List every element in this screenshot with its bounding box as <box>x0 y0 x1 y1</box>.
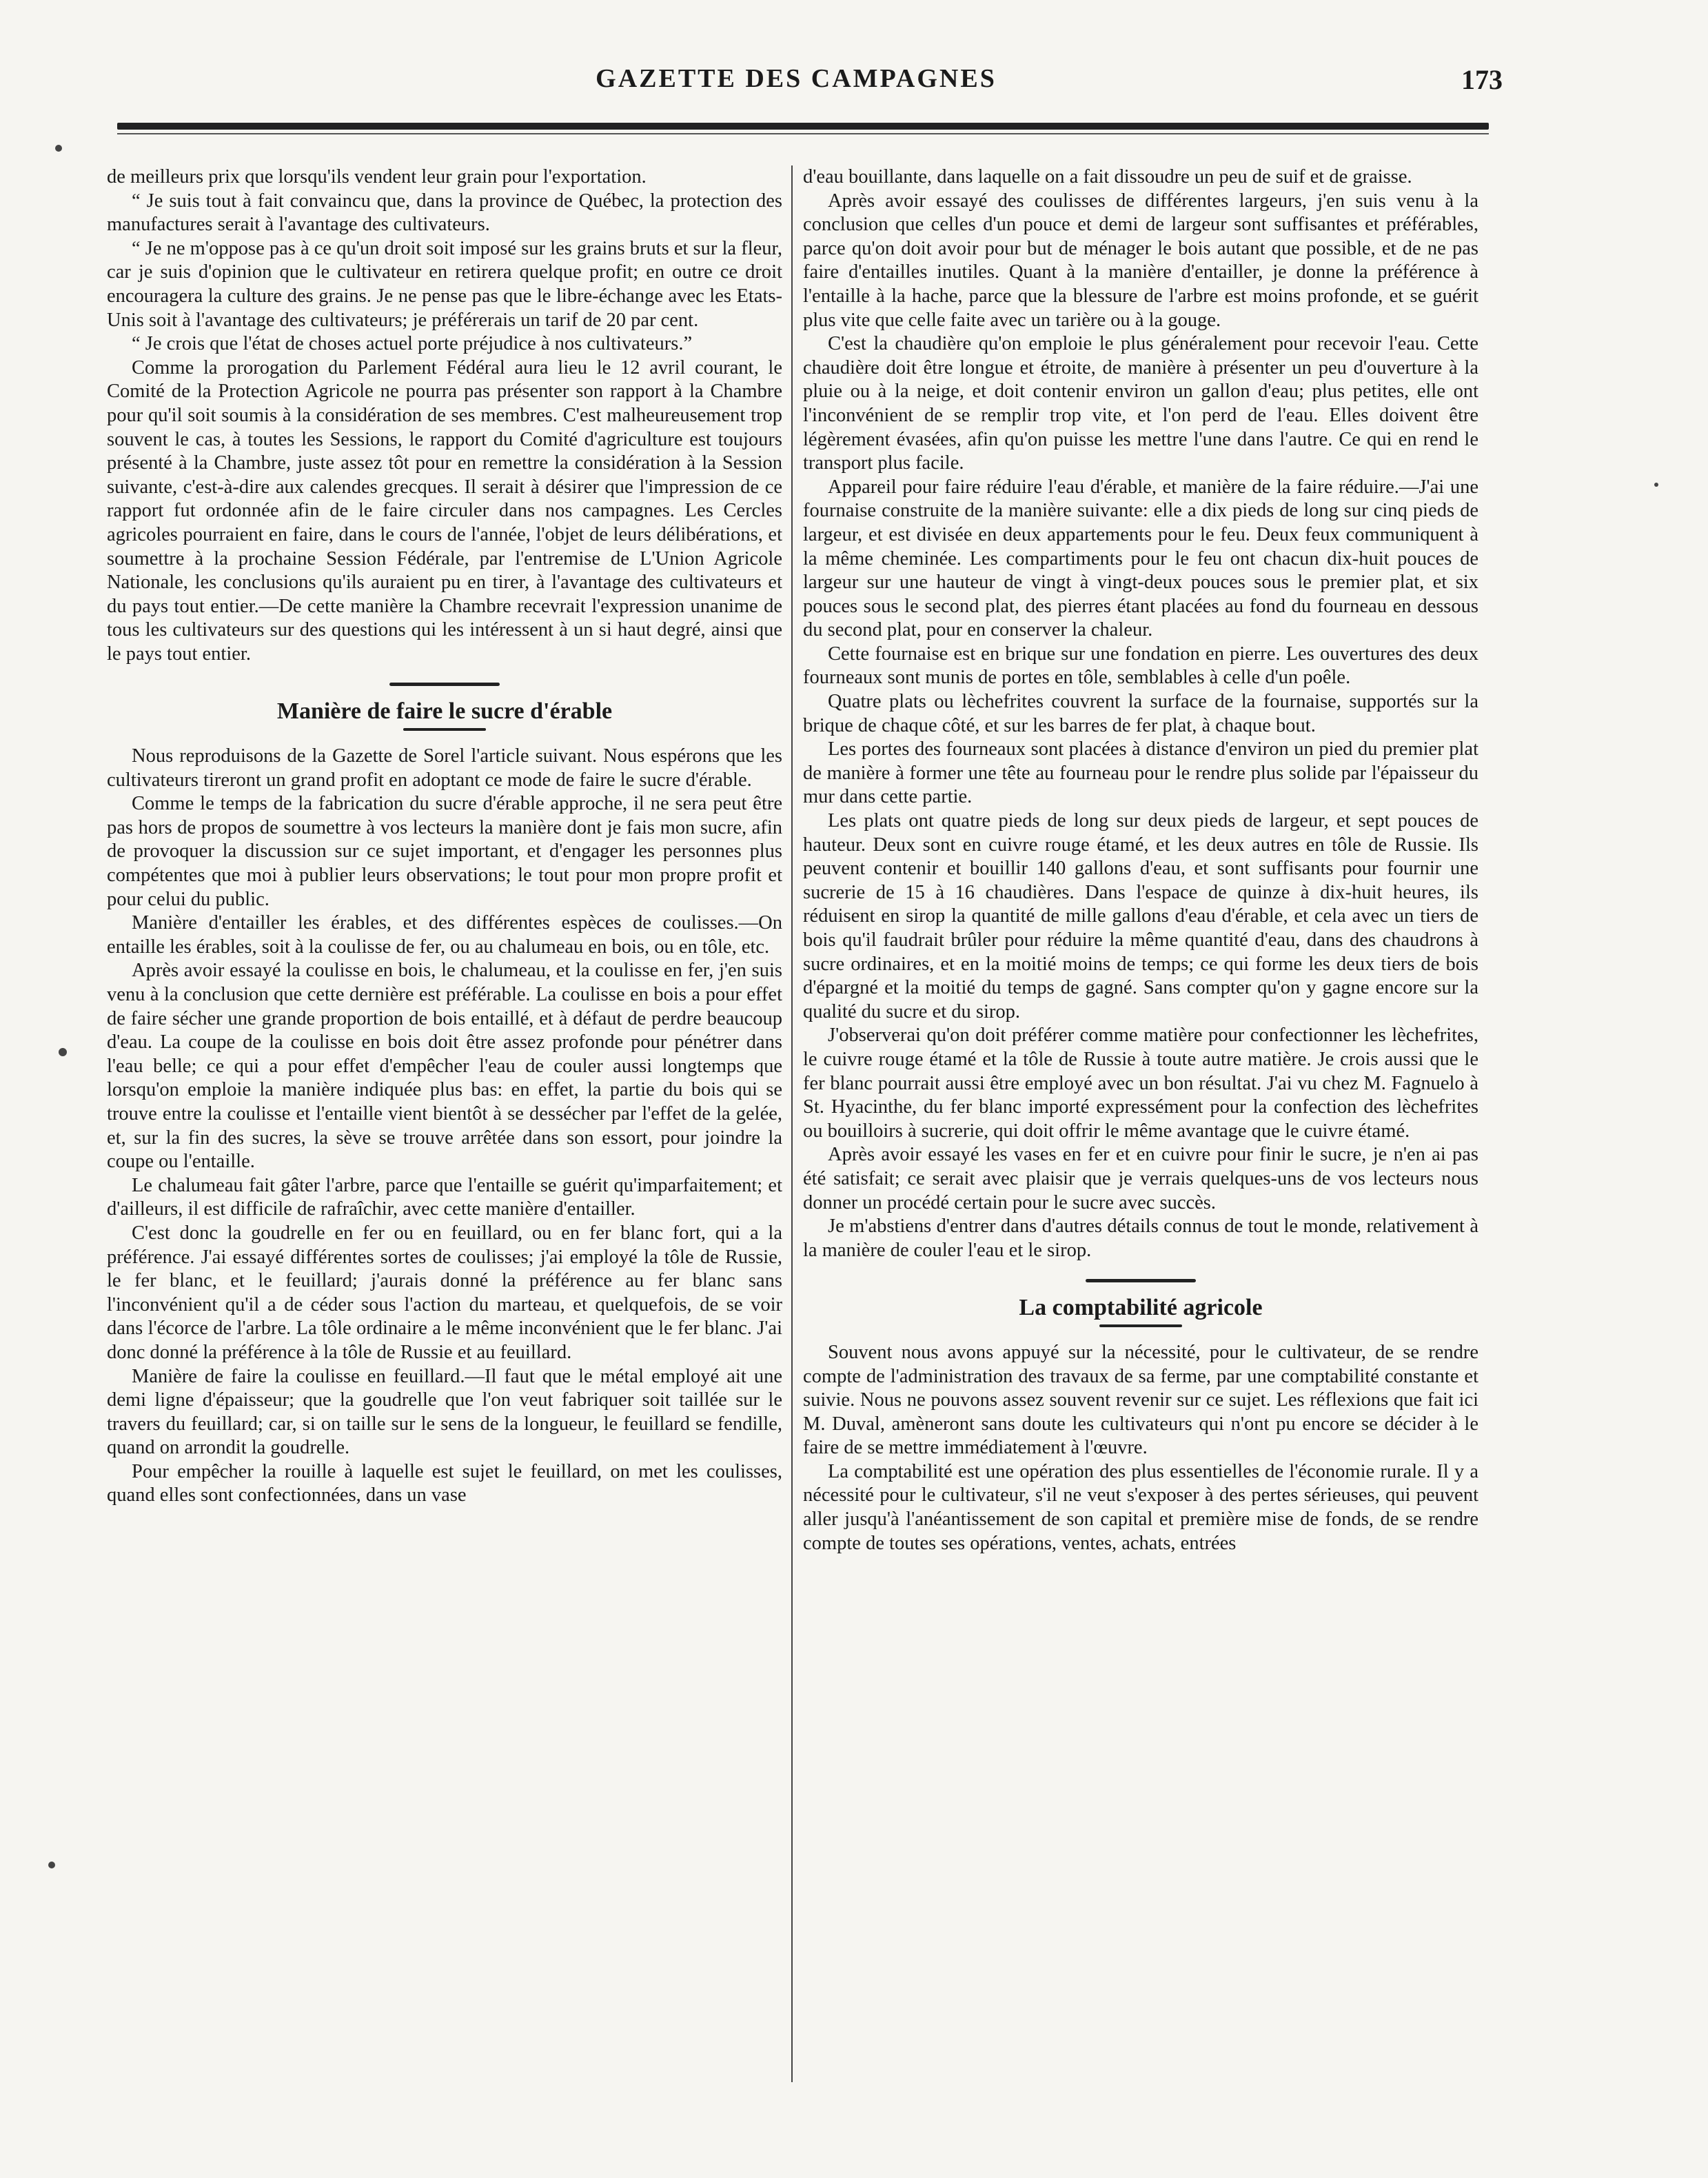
paragraph: Le chalumeau fait gâter l'arbre, parce que l'entaille se guérit qu'imparfaitement; et d'ailleurs, il est difficile de rafraîchir, avec cette manière d'entailler. <box>107 1174 782 1220</box>
paragraph: Comme la prorogation du Parlement Fédéral aura lieu le 12 avril courant, le Comité de la Protection Agricole ne pourra pas présenter son rapport à la Chambre pour qu'il soit soumis à la considération de ses membres. C'est malheureusement trop souvent le cas, à toutes les Sessions, le rapport du Comité d'agriculture est toujours présenté à la Chambre, juste assez tôt pour en remettre la considération à la Session suivante, c'est-à-dire aux calendes grecques. Il serait à désirer que l'impression de ce rapport fut ordonnée afin de le faire circuler dans nos campagnes. Les Cercles agricoles pourraient en faire, dans le cours de l'année, l'objet de leurs délibérations, et soumettre à la prochaine Session Fédérale, par l'entremise de L'Union Agricole Nationale, les conclusions qu'ils auraient pu en tirer, à l'avantage des cultivateurs et du pays tout entier.—De cette manière la Chambre recevrait l'expression unanime de tous les cultivateurs sur des questions qui les intéressent à un si haut degré, ainsi que le pays tout entier. <box>107 356 782 665</box>
paragraph: “ Je ne m'oppose pas à ce qu'un droit soit imposé sur les grains bruts et sur la fleur, car je suis d'opinion que le cultivateur en retirera quelque profit; en outre ce droit encouragera la culture des grains. Je ne pense pas que le libre-échange avec les Etats-Unis soit à l'avantage des cultivateurs; je préférerais un tarif de 20 par cent. <box>107 237 782 331</box>
newspaper-title: GAZETTE DES CAMPAGNES <box>596 64 997 93</box>
scan-speck <box>55 145 62 152</box>
paragraph: Quatre plats ou lèchefrites couvrent la surface de la fournaise, supportés sur la brique de chaque côté, et sur les barres de fer plat, à chaque bout. <box>803 691 1478 736</box>
scan-speck <box>59 1048 67 1056</box>
paragraph: “ Je suis tout à fait convaincu que, dans la province de Québec, la protection des manufactures serait à l'avantage des cultivateurs. <box>107 190 782 236</box>
masthead <box>103 63 1503 105</box>
header-rule <box>117 123 1489 130</box>
paragraph: Comme le temps de la fabrication du sucre d'érable approche, il ne sera peut être pas hors de propos de soumettre à vos lecteurs la manière dont je fais mon sucre, afin de provoquer la discussion sur ce sujet important, et d'engager les personnes plus compétentes que moi à publier leurs observations; le tout pour mon propre profit et pour celui du public. <box>107 793 782 910</box>
scan-speck <box>1654 483 1658 487</box>
paragraph: Les plats ont quatre pieds de long sur deux pieds de largeur, et sept pouces de hauteur. Deux sont en cuivre rouge étamé, et les deux autres en tôle de Russie. Ils peuvent contenir et bouillir 140 gallons d'eau, et sont suffisants pour fournir une sucrerie de 15 à 16 chaudières. Dans l'espace de quinze à dix-huit heures, ils réduisent en sirop la quantité de mille gallons d'eau d'érable, et cela avec un tiers de bois qu'il faudrait brûler pour réduire la même quantité d'eau, dans des chaudrons à sucre ordinaires, et en la moitié moins de temps; ce qui forme les deux tiers de bois d'épargné et la moitié du temps de gagné. Sans compter qu'on y gagne encore sur la qualité du sucre et du sirop. <box>803 810 1478 1022</box>
title-rule <box>403 728 486 731</box>
page-number: 173 <box>1461 64 1503 95</box>
right-column <box>803 165 1478 1555</box>
header-rule-thin <box>117 133 1489 134</box>
paragraph: Après avoir essayé la coulisse en bois, le chalumeau, et la coulisse en fer, j'en suis venu à la conclusion que cette dernière est préférable. La coulisse en bois a pour effet de faire sécher une grande proportion de bois entaillé, et à défaut de perdre beaucoup d'eau. La coupe de la coulisse en bois doit être assez profonde pour pénétrer dans l'eau belle; ce qui a pour effet d'empêcher l'eau de couler aussi longtemps que lorsqu'on emploie la manière indiquée plus bas: en effet, la partie du bois qui se trouve entre la coulisse et l'entaille vient bientôt à se dessécher par l'effet de la gelée, et, sur la fin des sucres, la sève se trouve arrêtée dans son essort, pour joindre la coupe ou l'entaille. <box>107 960 782 1173</box>
title-rule <box>1099 1324 1182 1327</box>
paragraph: “ Je crois que l'état de choses actuel porte préjudice à nos cultivateurs.” <box>132 333 693 355</box>
section-title: Manière de faire le sucre d'érable <box>276 698 613 725</box>
section-separator <box>1086 1279 1196 1282</box>
paragraph: C'est la chaudière qu'on emploie le plus généralement pour recevoir l'eau. Cette chaudière doit être longue et étroite, de manière à présenter un peu d'ouverture à la pluie ou à la neige, et doit contenir environ un gallon d'eau; plus petites, elle ont l'inconvénient de se remplir trop vite, et l'on perd de l'eau. Elles doivent être légèrement évasées, afin qu'on puisse les mettre l'une dans l'autre. Ce qui en rend le transport plus facile. <box>803 333 1478 474</box>
section-title: La comptabilité agricole <box>1019 1295 1263 1321</box>
paragraph: Appareil pour faire réduire l'eau d'érable, et manière de la faire réduire.—J'ai une fournaise construite de la manière suivante: elle a dix pieds de long sur cinq pieds de largeur, et est divisée en deux appartements pour le feu. Deux feux communiquent à la même cheminée. Les compartiments pour le feu ont chacun dix-huit pouces de largeur sur une hauteur de vingt à vingt-deux pouces sous le premier plat, et six pouces sous le second plat, des pierres étant placées au fond du fourneau en dessous du second plat, pour en conserver la chaleur. <box>803 476 1478 641</box>
paragraph: Manière d'entailler les érables, et des différentes espèces de coulisses.—On entaille les érables, soit à la coulisse de fer, ou au chalumeau en bois, ou en tôle, etc. <box>107 912 782 958</box>
paragraph: La comptabilité est une opération des plus essentielles de l'économie rurale. Il y a nécessité pour le cultivateur, s'il ne veut s'exposer à des pertes sérieuses, qui peuvent aller jusqu'à l'anéantissement de son capital et première mise de fonds, de se rendre compte de toutes ses opérations, ventes, achats, entrées <box>803 1460 1478 1554</box>
column-divider <box>791 165 793 2082</box>
paragraph: Les portes des fourneaux sont placées à distance d'environ un pied du premier plat de manière à former une tête au fourneau pour le rendre plus solide par l'épaisseur du mur dans cette partie. <box>803 738 1478 808</box>
section-separator <box>389 683 500 686</box>
paragraph: C'est donc la goudrelle en fer ou en feuillard, ou en fer blanc fort, qui a la préférence. J'ai essayé différentes sortes de coulisses; j'ai employé la tôle de Russie, le fer blanc, et le feuillard; j'aurais donné la préférence au fer blanc sans l'inconvénient qu'il a de céder sous l'action du marteau, et quelquefois, de se voir dans l'écorce de l'arbre. La tôle ordinaire a le même inconvénient que le fer blanc. J'ai donc donné la préférence à la tôle de Russie et au feuillard. <box>107 1222 782 1363</box>
paragraph: Après avoir essayé les vases en fer et en cuivre pour finir le sucre, je n'en ai pas été satisfait; ce serait avec plaisir que je verrais quelques-uns de vos lecteurs nous donner un procédé certain pour le sucre avec succès. <box>803 1144 1478 1213</box>
paragraph: Pour empêcher la rouille à laquelle est sujet le feuillard, on met les coulisses, quand elles sont confectionnées, dans un vase <box>107 1460 782 1506</box>
paragraph: Souvent nous avons appuyé sur la nécessité, pour le cultivateur, de se rendre compte de l'administration des travaux de sa ferme, par une comptabilité constante et suivie. Nous ne pouvons assez souvent revenir sur ce sujet. Les réflexions que fait ici M. Duval, amèneront sans doute les cultivateurs qui n'ont pu encore se décider à le faire de se mettre immédiatement à l'œuvre. <box>803 1341 1478 1459</box>
paragraph: Manière de faire la coulisse en feuillard.—Il faut que le métal employé ait une demi ligne d'épaisseur; que la goudrelle que l'on veut fabriquer soit taillée sur le travers du feuillard; car, si on taille sur le sens de la longueur, le feuillard se fendille, quand on arrondit la goudrelle. <box>107 1365 782 1459</box>
left-column <box>107 165 782 1508</box>
paragraph: Nous reproduisons de la Gazette de Sorel l'article suivant. Nous espérons que les cultivateurs tireront un grand profit en adoptant ce mode de faire le sucre d'érable. <box>107 745 782 791</box>
paragraph: Cette fournaise est en brique sur une fondation en pierre. Les ouvertures des deux fourneaux sont munis de portes en tôle, semblables à celle d'un poêle. <box>803 643 1478 689</box>
scan-speck <box>48 1862 55 1868</box>
paragraph: Je m'abstiens d'entrer dans d'autres détails connus de tout le monde, relativement à la manière de couler l'eau et le sirop. <box>803 1216 1478 1261</box>
paragraph: de meilleurs prix que lorsqu'ils vendent leur grain pour l'exportation. <box>107 166 647 188</box>
paragraph: J'observerai qu'on doit préférer comme matière pour confectionner les lèchefrites, le cuivre rouge étamé et la tôle de Russie à toute autre matière. Je crois aussi que le fer blanc pourrait aussi être employé avec un bon résultat. J'ai vu chez M. Fagnuelo à St. Hyacinthe, du fer blanc importé expressément pour la confection des lèchefrites ou bouilloirs à sucrerie, qui doit offrir le même avantage que le cuivre étamé. <box>803 1025 1478 1142</box>
paragraph: Après avoir essayé des coulisses de différentes largeurs, j'en suis venu à la conclusion que celles d'un pouce et demi de largeur sont suffisantes et préférables, parce qu'on doit avoir pour but de ménager le bois autant que possible, et de ne pas faire d'entailles inutiles. Quant à la manière d'entailler, je donne la préférence à l'entaille à la hache, parce que la blessure de l'arbre est moins profonde, et se guérit plus vite que celle faite avec un tarière ou à la gouge. <box>803 190 1478 331</box>
paragraph: d'eau bouillante, dans laquelle on a fait dissoudre un peu de suif et de graisse. <box>803 166 1412 188</box>
